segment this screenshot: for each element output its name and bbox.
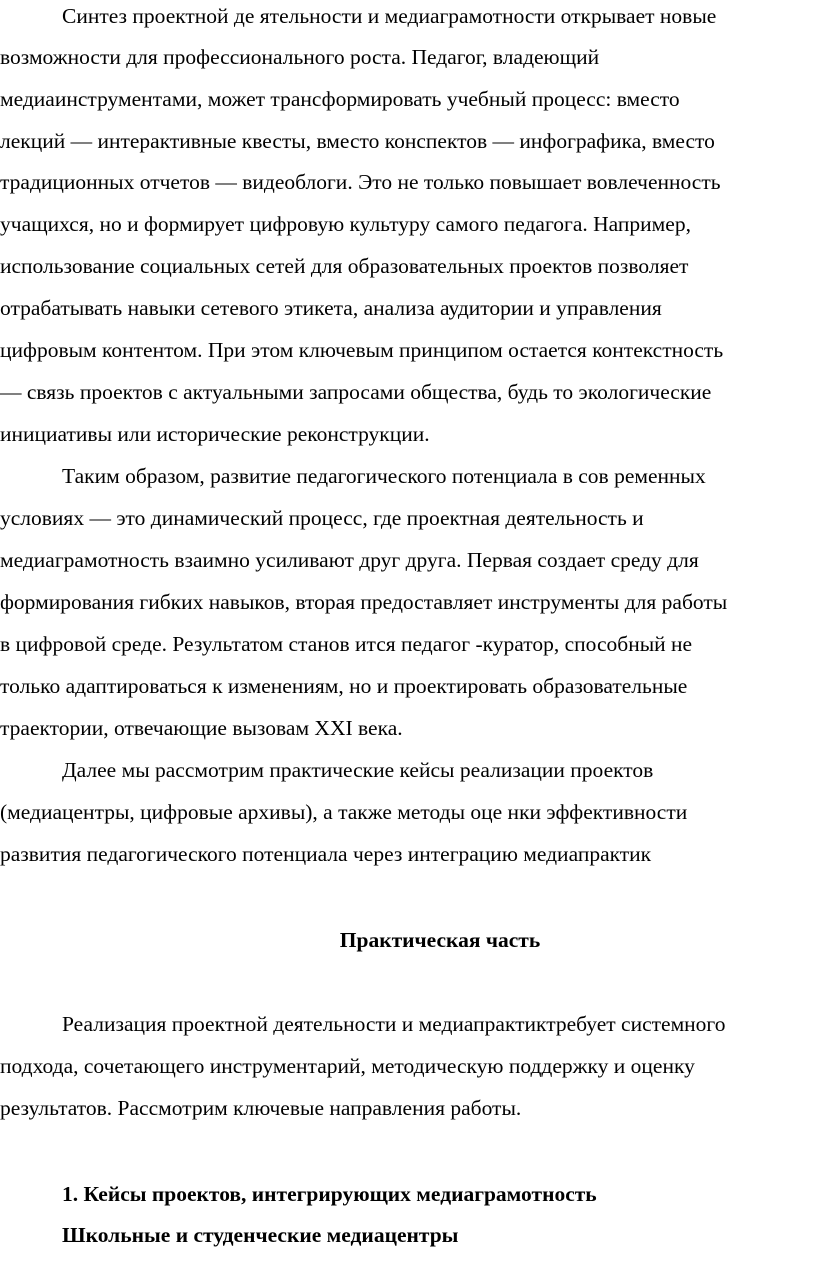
paragraph-1-line: учащихся, но и формирует цифровую культуру самого педагога. Например, bbox=[0, 212, 691, 236]
paragraph-1-line: использование социальных сетей для образовательных проектов позволяет bbox=[0, 254, 689, 278]
paragraph-3-line: развития педагогического потенциала через интеграцию медиапрактик bbox=[0, 842, 652, 866]
paragraph-2-line: траектории, отвечающие вызовам XXI века. bbox=[0, 716, 403, 740]
subheading-cases: 1. Кейсы проектов, интегрирующих медиаграмотность bbox=[62, 1182, 597, 1206]
paragraph-2-line: Таким образом, развитие педагогического потенциала в сов ременных bbox=[62, 464, 706, 488]
paragraph-1-line: отрабатывать навыки сетевого этикета, анализа аудитории и управления bbox=[0, 296, 662, 320]
paragraph-4-line: результатов. Рассмотрим ключевые направления работы. bbox=[0, 1096, 522, 1120]
paragraph-2-line: формирования гибких навыков, вторая предоставляет инструменты для работы bbox=[0, 590, 728, 614]
paragraph-1-line: Синтез проектной де ятельности и медиаграмотности открывает новые bbox=[62, 4, 717, 28]
paragraph-4-line: подхода, сочетающего инструментарий, методическую поддержку и оценку bbox=[0, 1054, 695, 1078]
paragraph-1-line: лекций — интерактивные квесты, вместо конспектов — инфографика, вместо bbox=[0, 129, 715, 153]
paragraph-2-line: условиях — это динамический процесс, где проектная деятельность и bbox=[0, 506, 644, 530]
paragraph-4-line: Реализация проектной деятельности и медиапрактиктребует системного bbox=[62, 1012, 726, 1036]
section-title: Практическая часть bbox=[339, 928, 541, 952]
paragraph-1-line: традиционных отчетов — видеоблоги. Это не только повышает вовлеченность bbox=[0, 170, 721, 194]
paragraph-1-line: цифровым контентом. При этом ключевым принципом остается контекстность bbox=[0, 338, 724, 362]
paragraph-1-line: медиаинструментами, может трансформировать учебный процесс: вместо bbox=[0, 87, 680, 111]
paragraph-1-line: — связь проектов с актуальными запросами общества, будь то экологические bbox=[0, 380, 712, 404]
paragraph-1-line: возможности для профессионального роста. Педагог, владеющий bbox=[0, 45, 600, 69]
paragraph-2-line: только адаптироваться к изменениям, но и проектировать образовательные bbox=[0, 674, 688, 698]
subheading-media-centers: Школьные и студенческие медиацентры bbox=[62, 1223, 459, 1247]
paragraph-1-line: инициативы или исторические реконструкции. bbox=[0, 422, 430, 446]
paragraph-3-line: Далее мы рассмотрим практические кейсы реализации проектов bbox=[62, 758, 654, 782]
paragraph-2-line: в цифровой среде. Результатом станов ится педагог -куратор, способный не bbox=[0, 632, 693, 656]
paragraph-3-line: (медиацентры, цифровые архивы), а также методы оце нки эффективности bbox=[0, 800, 688, 824]
paragraph-2-line: медиаграмотность взаимно усиливают друг друга. Первая создает среду для bbox=[0, 548, 699, 572]
